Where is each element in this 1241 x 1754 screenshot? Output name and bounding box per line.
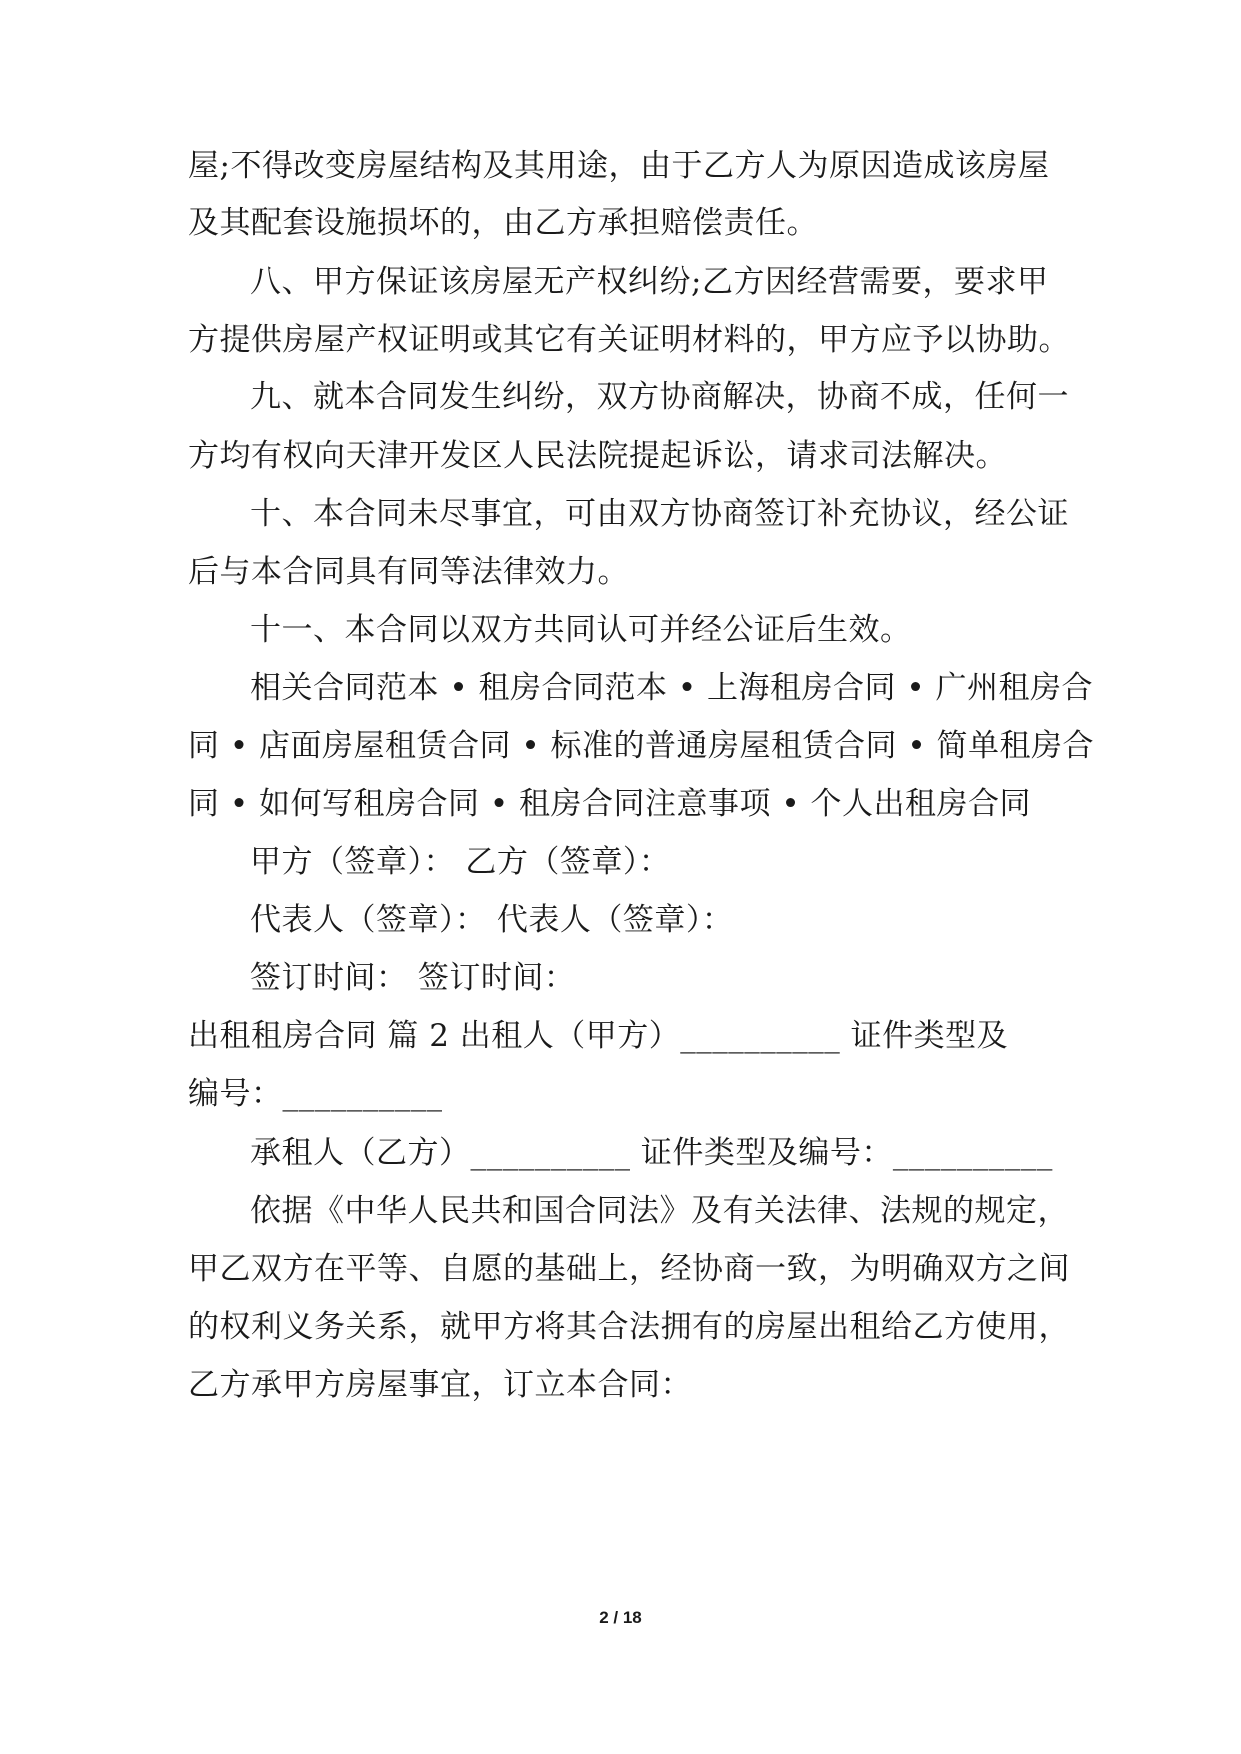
text-line: 承租人（乙方）__________ 证件类型及编号：__________ xyxy=(250,1135,1053,1171)
text-line: 及其配套设施损坏的，由乙方承担赔偿责任。 xyxy=(188,205,818,241)
text-line: 十一、本合同以双方共同认可并经公证后生效。 xyxy=(250,612,912,648)
text-line: 方均有权向天津开发区人民法院提起诉讼，请求司法解决。 xyxy=(188,438,1007,474)
text-line: 方提供房屋产权证明或其它有关证明材料的，甲方应予以协助。 xyxy=(188,322,1070,358)
text-line: 屋;不得改变房屋结构及其用途，由于乙方人为原因造成该房屋 xyxy=(188,148,1050,184)
signature-line-representative: 代表人（签章）： 代表人（签章）： xyxy=(250,902,734,938)
section-heading-line: 出租租房合同 篇 2 出租人（甲方）__________ 证件类型及 xyxy=(188,1018,1009,1054)
text-line: 的权利义务关系，就甲方将其合法拥有的房屋出租给乙方使用， xyxy=(188,1309,1070,1345)
text-line: 乙方承甲方房屋事宜，订立本合同： xyxy=(188,1367,692,1403)
text-line: 十、本合同未尽事宜，可由双方协商签订补充协议，经公证 xyxy=(250,496,1069,532)
signature-line-party: 甲方（签章）： 乙方（签章）： xyxy=(250,844,671,880)
text-line: 甲乙双方在平等、自愿的基础上，经协商一致，为明确双方之间 xyxy=(188,1251,1070,1287)
page-number: 2 / 18 xyxy=(599,1608,642,1627)
text-line: 相关合同范本 • 租房合同范本 • 上海租房合同 • 广州租房合 xyxy=(250,670,1093,706)
signature-line-date: 签订时间： 签订时间： xyxy=(250,960,576,996)
text-line: 编号：__________ xyxy=(188,1076,443,1112)
text-line: 九、就本合同发生纠纷，双方协商解决，协商不成，任何一 xyxy=(250,379,1069,415)
text-line: 后与本合同具有同等法律效力。 xyxy=(188,554,629,590)
text-line: 依据《中华人民共和国合同法》及有关法律、法规的规定， xyxy=(250,1193,1069,1229)
text-line: 八、甲方保证该房屋无产权纠纷;乙方因经营需要，要求甲 xyxy=(250,264,1049,300)
text-line: 同 • 店面房屋租赁合同 • 标准的普通房屋租赁合同 • 简单租房合 xyxy=(188,728,1094,764)
text-line: 同 • 如何写租房合同 • 租房合同注意事项 • 个人出租房合同 xyxy=(188,786,1031,822)
